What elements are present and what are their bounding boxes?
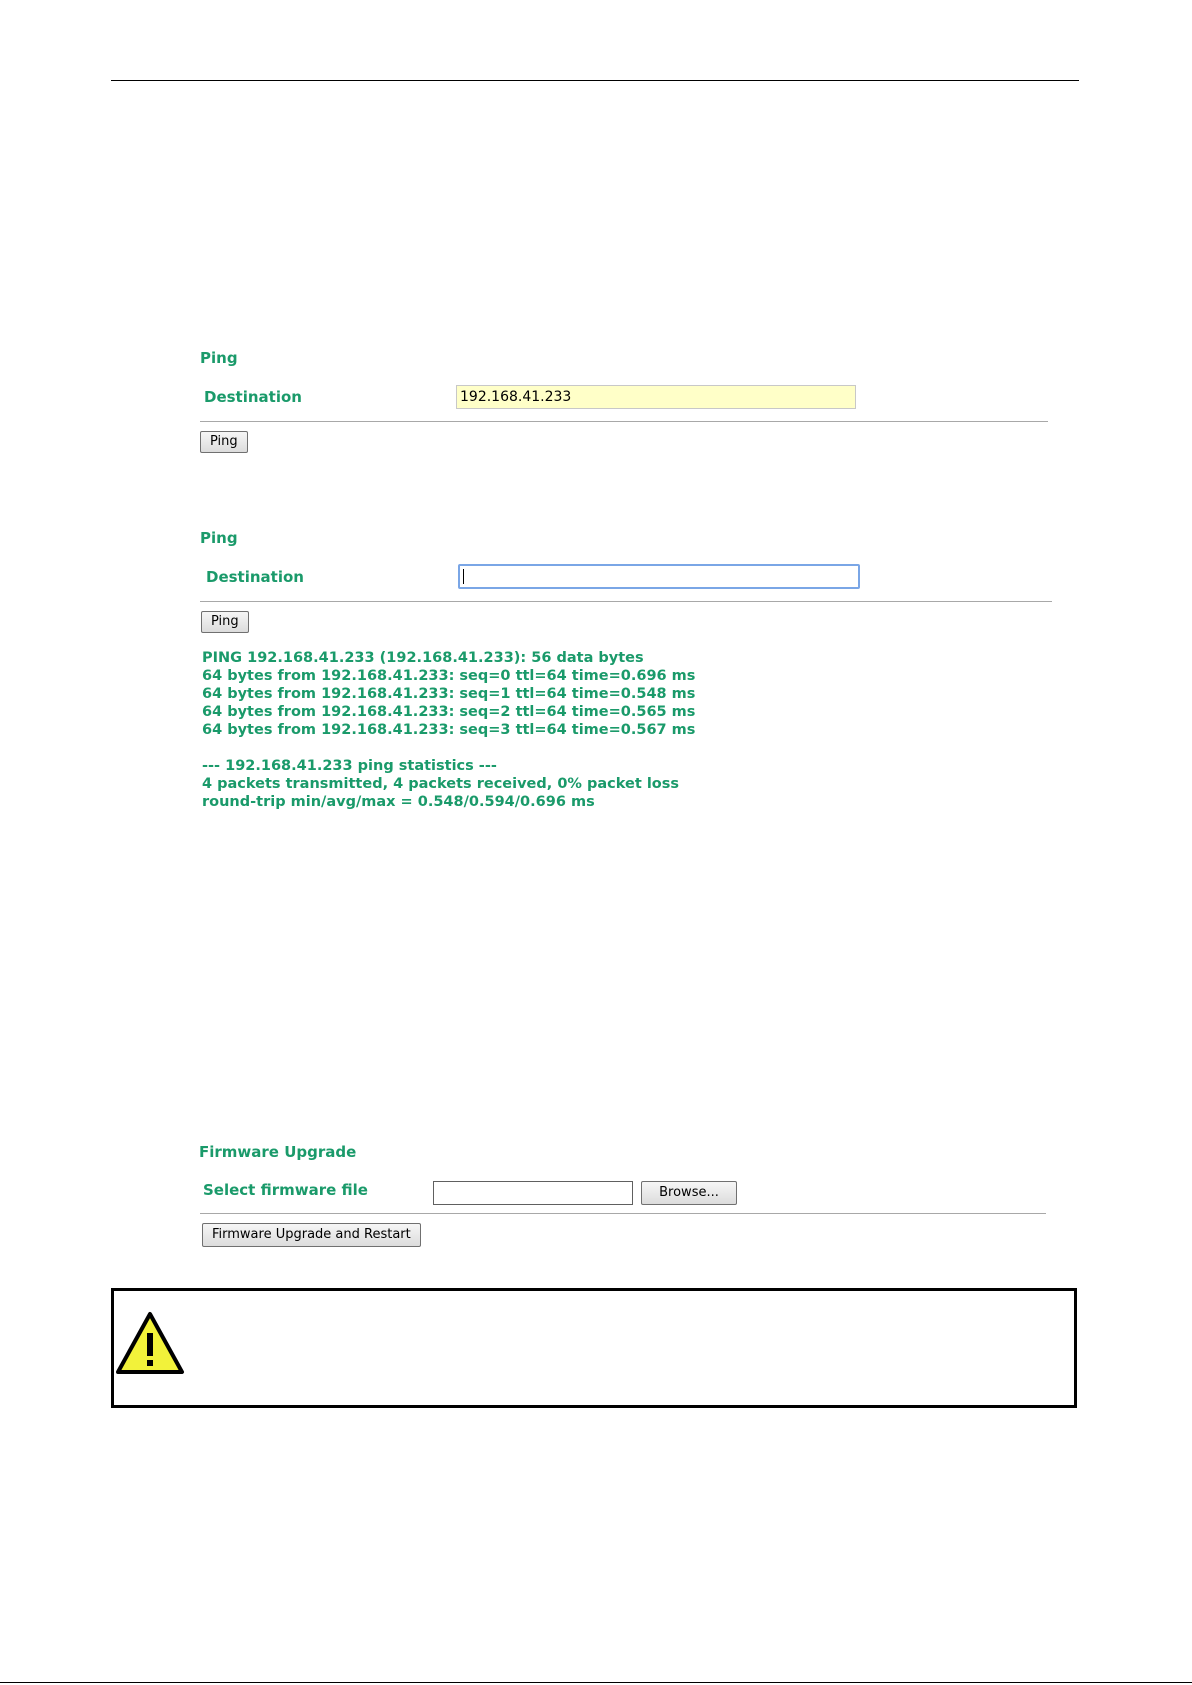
ping-separator — [200, 601, 1052, 602]
ping-button[interactable]: Ping — [200, 431, 248, 453]
output-line: round-trip min/avg/max = 0.548/0.594/0.696 ms — [202, 794, 595, 810]
browse-button[interactable]: Browse... — [641, 1181, 737, 1205]
destination-input[interactable] — [456, 385, 856, 409]
output-line: 64 bytes from 192.168.41.233: seq=1 ttl=64 time=0.548 ms — [202, 686, 696, 702]
select-firmware-label: Select firmware file — [203, 1181, 368, 1199]
output-line: --- 192.168.41.233 ping statistics --- — [202, 758, 497, 774]
output-line: 64 bytes from 192.168.41.233: seq=3 ttl=64 time=0.567 ms — [202, 722, 696, 738]
bottom-rule — [0, 1682, 1192, 1683]
top-rule — [111, 80, 1079, 81]
ping-output — [202, 649, 962, 811]
destination-label: Destination — [204, 388, 302, 406]
firmware-panel — [200, 1143, 1048, 1253]
warning-box — [111, 1288, 1077, 1408]
firmware-separator — [200, 1213, 1046, 1214]
destination-input-focused[interactable] — [458, 564, 860, 589]
firmware-file-field[interactable] — [433, 1181, 633, 1205]
warning-triangle-icon — [115, 1311, 185, 1375]
ping-title: Ping — [200, 349, 238, 367]
firmware-upgrade-restart-button[interactable]: Firmware Upgrade and Restart — [202, 1223, 421, 1247]
ping-title: Ping — [200, 529, 238, 547]
output-line: 64 bytes from 192.168.41.233: seq=2 ttl=64 time=0.565 ms — [202, 704, 696, 720]
firmware-title: Firmware Upgrade — [199, 1143, 357, 1161]
ping-separator — [200, 421, 1048, 422]
destination-label: Destination — [206, 568, 304, 586]
output-line: PING 192.168.41.233 (192.168.41.233): 56 data bytes — [202, 650, 644, 666]
ping-button[interactable]: Ping — [201, 611, 249, 633]
ping-result-panel — [200, 529, 1048, 649]
output-line: 4 packets transmitted, 4 packets received, 0% packet loss — [202, 776, 680, 792]
text-caret — [463, 569, 464, 584]
ping-panel — [200, 349, 1048, 459]
output-line: 64 bytes from 192.168.41.233: seq=0 ttl=64 time=0.696 ms — [202, 668, 696, 684]
